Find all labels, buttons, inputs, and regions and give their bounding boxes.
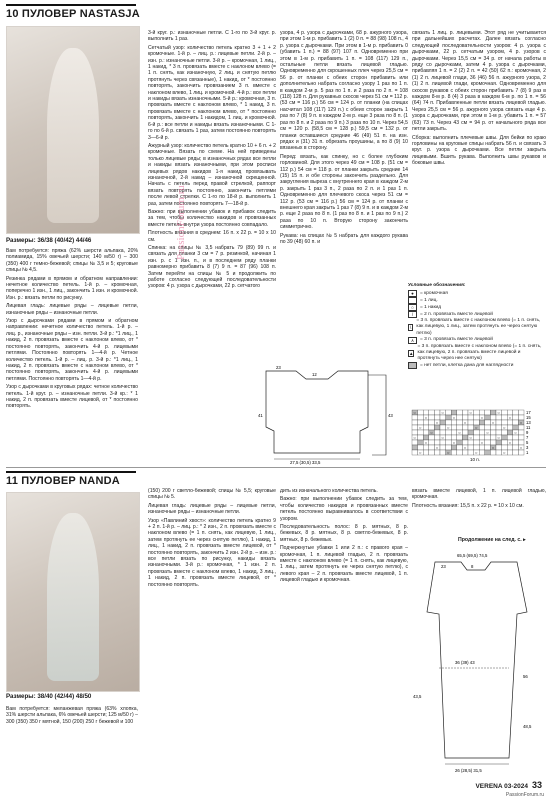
row-number-label: 5 [526,440,529,445]
chart-cell [474,410,480,415]
paragraph: Узор с дырочками рядами в прямом и обратном направлении: нечетное количество петель. 1-й р. – лиц. р., изнаночные ряды – изн. петли. 3-й р.: *1 лиц., 1 накид, 2 п. провязать вместе с наклоном влево, от * постоянно повторять, закончить 4-й р. лицевыми петлями. Постоянно повторять 1—4-й р. Четное количество петель. 1-й р. – лиц. р. 3-й р.: *1 лиц., 1 накид, 2 п. провязать вместе с наклоном влево, от * постоянно повторять, закончить 4-й р. лицевыми петлями. Постоянно повторять 1—4-й р. [6,318,138,382]
article-title: 10 ПУЛОВЕР NASTASJA [6,4,140,20]
chart-cell [485,415,491,420]
chart-cell [496,450,502,455]
yarn-over-icon: ○ [508,440,512,445]
sweater-pattern-diagram [405,548,545,778]
dimension-label: 23 [276,365,281,370]
paragraph: Важно: при выполнении убавок и прибавок следить за тем, чтобы количество накидов и провязанных вместе петель внутри узора постоянно совпадало. [148,208,276,228]
chart-cell [502,410,508,415]
yarn-over-icon: ○ [469,410,472,415]
chart-cell [468,415,474,420]
chart-cell [418,435,424,440]
watermark: PassionForum.ru [175,185,187,260]
yarn-over-icon: ○ [447,450,450,455]
paragraph: Вам потребуется: меланжевая пряжа (63% хлопка, 31% шерсти альпака, 6% овечьей шерсти; 125 м/50 г) – 300 (350) 350 г мятной, 150 (200) 250 г бежевой и 100 [6,706,138,725]
chart-cell [490,430,496,435]
chart-cell [412,415,418,420]
chart-cell [451,425,457,430]
yarn-over-icon: ○ [480,440,484,445]
sizes-label: Размеры: 38/40 (42/44) 48/50 [6,693,92,700]
chart-cell [490,435,496,440]
instructions-column-4 [412,488,546,533]
paragraph: вязать вместе лицевой, 1 п. лицевой гладью, кромочная. [412,488,546,501]
chart-cell [451,420,457,425]
legend-item: ∧ = 3 п. провязать вместе лицевой [408,337,543,344]
chart-cell [457,450,463,455]
chart-cell [440,420,446,425]
yarn-over-icon: ○ [424,415,428,420]
paragraph: Резинка рядами в прямом и обратном направлении: нечетное количество петель. 1-й р. – кромочная, поперечно 1 изн., 1 лиц., закончить 1 изн. и кромочной. Изн. р.: вязать петли по рисунку. [6,275,138,301]
chart-cell [468,425,474,430]
yarn-over-icon: ○ [508,415,512,420]
chart-cell [429,435,435,440]
legend-item: = нет петли, клетка дана для наглядности [408,362,543,369]
chart-cell [429,445,435,450]
chart-cell [429,450,435,455]
dimension-label: 43,5 [413,694,422,699]
row-number-label: 3 [526,445,529,450]
chart-cell [485,410,491,415]
dimension-label: 43 [388,413,393,418]
chart-cell [513,435,519,440]
yarn-over-icon: ○ [519,445,523,450]
paragraph: Подчеркнутые убавки 1 или 2 п.: с правого края – кромочная, 1 п. лицевой гладью, 2 п. провязать вместе с наклоном влево (= 1 п. снять, как лицевую, 1 лиц., затем протянуть ее через снятую петлю), с левого края – 2 п. провязать вместе лицевой, 1 п. лицевой гладью и кромочная. [280,545,408,584]
paragraph: Важно: при выполнении убавок следить за тем, чтобы количество накидов и провязанных вместе петель постоянно выравнивалось в соответствии с узором. [280,496,408,522]
dimension-label: 26 (28,5) 31,5 [455,768,482,773]
yarn-over-icon: ○ [503,425,506,430]
yarn-over-icon: ○ [491,445,495,450]
yarn-over-icon: ○ [419,450,422,455]
chart-cell [507,450,513,455]
chart-cell [474,430,480,435]
chart-cell [485,435,491,440]
paragraph: связать 1 лиц. р. лицевыми. Этот ряд не учитывается при дальнейших расчетах. Далее вязать согласно следующей последовательности узоров: 4 р. узора с дырочками, 22 р. сетчатым узором, 4 р. узоров с дырочками. Через 15,5 см = 34 р. от начала работы в ряду со дырочками, затем 4 р. узора с дырочками, прибавляя 1 п. = 2 (2) 2 п. = 42 (50) 62 п.: кромочная, 2 (1) 2 п. лицевой глади, 36 (46) 56 п. ажурного узора, 2 (1) 2 п. лицевой глади, кромочная. Одновременно для скосов рукавов с обеих сторон прибавить 7 (8) 9 раз в каждом 8-м р. 8 (4) 3 раза в каждом 6-м р. по 1 п. = 56 (64) 74 п. Прибавленные петли вязать лицевой гладью. Через 25,5 см = 56 р. ажурного узора связать еще 4 р. узора с дырочками, при этом в 1-м р. убавить 1 п. = 57 (63) 73 п. Через 43 см = 94 р. от начального ряда все петли закрыть. [412,30,546,133]
dimension-label: 41 [258,413,263,418]
chart-cell [446,410,452,415]
chart-cell [479,445,485,450]
yarn-over-icon: ○ [497,410,500,415]
paragraph: Узор «Павлиний хвост»: количество петель кратно 9 + 2 п. 1-й р. – лиц. р.: * 2 изн., 2 п. провязать вместе с наклоном влево (= 1 п. снять, как лицевую, 1 лиц., затем протянуть ее через снятую петлю), 1 накид, 1 лиц., 1 накид, 2 п. провязать вместе лицевой, от * постоянно повторять, закончить 2 изн. 2-й р. – изн. р.: все петли вязать по рисунку, накиды вязать изнаночными. 3-й р.: кромочная, * 1 изн. 2 п. провязать вместе с наклоном влево, 1 накид, 3 лиц., 1 накид, 2 п. провязать вместе лицевой, от * постоянно повторять. [148,517,276,588]
yarn-over-icon: ○ [435,420,439,425]
sweater-pattern-diagram [256,365,396,465]
chart-cell [485,445,491,450]
paragraph: Лицевая гладь: лицевые ряды – лицевые петли, изнаночные ряды – изнаночные петли. [6,303,138,316]
instructions-column-3 [280,30,408,355]
chart-cell [507,420,513,425]
paragraph: 3-й круг. р.: изнаночные петли. С 1-го по 3-й круг. р. выполнить 1 раз. [148,30,276,43]
yarn-over-icon: ○ [480,415,484,420]
yarn-over-icon: ○ [413,435,416,440]
chart-cell [502,435,508,440]
yarn-over-icon: ○ [514,430,517,435]
chart-cell [479,420,485,425]
chart-cell [518,425,524,430]
paragraph: Рукава: на спицах № 5 набрать для каждого рукава по 39 (48) 60 п. и [280,232,408,245]
chart-cell [507,445,513,450]
dimension-label: 23 [441,564,446,569]
instructions-column-2 [148,488,276,778]
chart-cell [513,420,519,425]
yarn-over-icon: ○ [413,410,416,415]
yarn-over-icon: ○ [475,425,478,430]
chart-cell [418,440,424,445]
chart-cell [412,445,418,450]
instructions-column-1 [6,248,138,466]
instructions-column-4 [412,30,546,280]
chart-cell [518,410,524,415]
page-footer [475,780,542,790]
yarn-over-icon: ○ [463,420,467,425]
yarn-over-icon: ○ [503,450,506,455]
chart-cell [513,445,519,450]
legend-item: = 1 лиц. [408,297,543,304]
yarn-over-icon: ○ [475,450,478,455]
yarn-over-icon: ○ [441,410,444,415]
yarn-over-icon: ○ [419,425,422,430]
paragraph: узора, 4 р. узора с дырочками, 68 р. ажурного узора, при этом 1-м р. прибавить 1 (2) 0 п. = 88 (98) 108 п., 4 р. узора с дырочками. При этом в 1-м р. прибавить 0 (убавить 1 п.) = 88 (97) 107 п. Одновременно при этом в 1-м р. прибавить 1 п. = 108 (117) 129 п., остальные петли вязать лицевой гладью. Одновременно для скрошенных плеч через 25,5 см = 56 р. от планки с обеих сторон прибавить или дополнительно набрать согласно узору 1 раз по 1 п. в каждом 2-м р. 5 раз по 1 п. и 2 раза по 2 п. = 108 (118) 128 п. Для рукавных скосов через 51 см = 112 р. (53 см = 116 р.) 56 см = 124 р. от планки (на спицах насчитал 108 (117) 129 п.) с обеих сторон закрыть 1 раз по 7 (8) 9 п. в каждом 2-м р. еще 3 раза по 8 п. (1 раз по 8 п. и 2 раза по 9 п.) 3 раза по 10 п. Через 54,5 см = 120 р. (58,5 см = 128 р.) 59,5 см = 132 р. от планки оставшиеся средние 46 (49) 51 п. на изн. рядах и (31) 31 п. обрезать проушины, а по 8 (9) 10 вязанных в сторону. [280,30,408,152]
chart-cell [474,435,480,440]
k2tog-icon: / [408,311,417,318]
paragraph: Лицевая гладь: лицевые ряды – лицевые петли, изнаночные ряды – изнаночные петли. [148,502,276,516]
yarn-over-icon: ○ [435,445,439,450]
symbol-legend [408,283,543,369]
paragraph: дить из изначального количества петель. [280,488,378,494]
chart-cell [496,440,502,445]
row-number-label: 9 [526,430,529,435]
article-title: 11 ПУЛОВЕР NANDA [6,471,136,487]
paragraph: Сетчатый узор: количество петель кратно 3 + 1 + 2 кромочные. 1-й р. – лиц. р.: лицевые петли. 2-й р. – изн. р.: изнаночные петли. 3-й р. – кромочная, 1 лиц., 1 накид, * 3 п. провязать вместе с наклоном влево (= 1 п. снять, как изнаночную, 2 лиц. и снятую петлю протянуть через связанные), 1 накид, от * постоянно повторять, закончить провязанием 3 п. вместе с наклоном влево, 1 лиц. и кромочной. 4-й р.: все петли и накиды вязать изнаночными. 5-й р.: кромочная, 3 п. провязать вместе с наклоном влево, * 1 накид, 3 п. провязать вместе с наклоном влево, от * постоянно повторять, закончить 1 накидом, 1 лиц. и кромочной. 6-й р.: все петли и накиды вязать изнаночными. С 1-го по 6-й р. связать 1 раз, затем постоянно повторять 3—6-й р. [148,44,276,141]
dimension-label: 56 [523,674,528,679]
chart-cell [440,445,446,450]
chart-cell [507,425,513,430]
chart-cell [446,440,452,445]
knit-stitch-icon [408,297,417,304]
chart-cell [451,430,457,435]
chart-cell [457,435,463,440]
paragraph: Спинка: на спицы № 3,5 набрать 79 (89) 99 п. и связать для планки 3 см = 7 р. резинкой, начиная 1 изн. р. с 1 изн. п., и в последнем ряду планки равномерно прибавить 8 (7) 9 п. = 87 (96) 108 п. Затем перейти на спицы № 5 и продолжить по работе согласно следующей последовательности узоров: 4 р. узора с дырочками, 22 р. сетчатого [148,245,276,290]
yarn-over-icon: ○ [441,435,444,440]
chart-cell [429,415,435,420]
paragraph: Узор с дырочками в круговых рядах: четное количество петель. 1-й круг. р. – изнаночные петли. 3-й кр.: * 1 накид, 2 п. провязать вместе лицевой, от * постоянно повторять. [6,384,138,410]
chart-cell [429,440,435,445]
dimension-label: 12 [312,372,317,377]
chart-cell [446,415,452,420]
chart-cell [457,440,463,445]
no-stitch-icon [408,362,417,369]
chart-cell [485,440,491,445]
chart-cell [462,430,468,435]
chart-cell [474,440,480,445]
chart-cell [518,435,524,440]
chart-cell [468,450,474,455]
chart-cell [457,420,463,425]
chart-cell [451,445,457,450]
model-photo [6,492,140,692]
row-number-label: 13 [526,420,531,425]
chart-cell [412,450,418,455]
dimension-label: 65,5 (69,5) 74,5 [457,553,488,558]
chart-cell [412,440,418,445]
edge-stitch-icon: ● [408,290,417,297]
chart-cell [518,430,524,435]
chart-cell [434,450,440,455]
site-watermark: PassionForum.ru [505,792,544,798]
chart-cell [446,430,452,435]
chart-cell [507,430,513,435]
yarn-over-icon: ○ [469,435,472,440]
chart-cell [423,450,429,455]
chart-cell [462,425,468,430]
chart-cell [485,450,491,455]
chart-cell [496,420,502,425]
chart-cell [451,450,457,455]
chart-cell [434,435,440,440]
chart-cell [490,450,496,455]
model-photo [6,26,140,234]
chart-cell [423,445,429,450]
yarn-over-icon: ○ [452,440,456,445]
paragraph: Плотность вязания в среднем: 16 п. x 22 р. = 10 x 10 см. [148,230,276,243]
row-number-label: 1 [526,450,529,455]
chart-cell [440,425,446,430]
chart-cell [502,415,508,420]
chart-cell [490,410,496,415]
chart-cell [440,450,446,455]
chart-cell [485,420,491,425]
chart-cell [434,425,440,430]
continued-label: Продолжение на след. с. ▸ [458,537,526,543]
legend-item: / = 2 п. провязать вместе лицевой [408,311,543,318]
legend-item: \ = 3 п. провязать вместе с наклоном влево (= 1 п. снять, как лицевую, 1 лиц., затем протянуть ее через снятую петлю) [408,318,543,337]
section-divider [6,467,546,468]
chart-cell [462,450,468,455]
row-number-label: 11 [526,425,531,430]
chart-cell [457,415,463,420]
chart-cell [462,435,468,440]
yarn-over-icon: ○ [463,445,467,450]
yarn-over-icon: ○ [452,415,456,420]
chart-cell [496,415,502,420]
chart-cell [440,415,446,420]
dimension-label: 8 [471,564,474,569]
chart-cell [513,410,519,415]
yarn-over-icon: ○ [458,430,461,435]
legend-item: ▲ = 3 п. провязать вместе с наклоном влево (= 1 п. снять, как лицевую, 2 п. провязать вместе лицевой и протянуть через нее снятую) [409,343,542,362]
chart-cell [518,450,524,455]
chart-cell [418,430,424,435]
chart-cell [496,445,502,450]
chart-cell [429,410,435,415]
chart-cell [479,430,485,435]
chart-cell [502,430,508,435]
chart-cell [479,425,485,430]
dimension-label: 36 (39) 43 [455,660,475,665]
yarn-over-icon: ○ [486,430,489,435]
yarn-over-icon: ○ [497,435,500,440]
dimension-label: 27,5 (30,5) 33,5 [290,460,321,465]
chart-cell [502,440,508,445]
yarn-over-icon: ○ [408,304,417,311]
legend-item: ○ = 1 накид [408,304,543,311]
rapport-label: 10 п. [470,457,480,462]
yarn-over-icon: ○ [447,425,450,430]
chart-cell [434,410,440,415]
legend-item: ● = кромочная [408,290,543,297]
legend-title: Условные обозначения: [408,283,466,288]
chart-cell [418,410,424,415]
paragraph: Перед: вязать, как спинку, но с более глубоким горловиной. Для этого через 49 см = 108 р. (51 см = 112 р.) 54 см = 118 р. от планки закрыть средние 14 (15) 15 п. и обе стороны закончить раздельно. Для закругления выреза с внутреннего края в каждом 2-м р. закрыть 1 раз 3 п., 2 раза по 2 п. и 1 раз 1 п. Одновременно для плечевого скоса через 51 см = 112 р. (53 см = 116 р.) 56 см = 124 р. от планки с внешнего края закрыть 1 раз 7 (8) 9 п. и в каждом 2-м р. еще 2 раза по 8 п. (1 раз по 8 п. и 1 раз по 9 п.) 2 раза по 10 п. Вторую сторону закончить симметрично. [280,153,408,231]
chart-cell [423,430,429,435]
chart-cell [423,420,429,425]
sizes-label: Размеры: 36/38 (40/42) 44/46 [6,237,92,244]
chart-cell [423,425,429,430]
chart-cell [496,425,502,430]
magazine-name: VERENA 03-2024 [475,783,528,790]
yarn-over-icon: ○ [519,420,523,425]
paragraph: Сборка: выполнить плечевые швы. Для бейки по краю горловины на круговые спицы набрать 56 п. и связать 3 круг. р. узора с дырочками. Все петли закрыть лицевыми. Вшить рукава. Выполнить швы рукавов и боковые швы. [412,134,546,167]
sk2p-icon: ▲ [409,350,414,356]
chart-cell [479,450,485,455]
yarn-over-icon: ○ [424,440,428,445]
paragraph: (150) 200 г светло-бежевой; спицы № 5,5; круговые спицы № 5. [148,488,276,501]
row-number-label: 15 [526,415,531,420]
paragraph: Ажурный узор: количество петель кратно 10 + 6 п. + 2 кромочные. Вязать по схеме. На ней приведены только лицевые ряды; в изнаночных рядах все петли и накиды вязать изнаночными, при этом росписи лицевых рядов накидов 1-я накид провязывать изнаночной, 2-й накид – изнаночной скрещенной. Начать с петель перед правой стрелкой, раппорт вязать повторять постоянно, закончить петлями после левой стрелки. С 1-го по 18-й р. выполнить 1 раз, затем постоянно повторять 7—18-й р. [148,142,276,207]
lace-stitch-chart [408,408,546,462]
instructions-column-2 [148,30,276,385]
row-number-label: 17 [526,410,531,415]
dimension-label: 48,5 [523,724,532,729]
row-number-label: 7 [526,435,529,440]
chart-cell [468,420,474,425]
yarn-over-icon: ○ [491,420,495,425]
yarn-over-icon: ○ [430,430,433,435]
chart-cell [457,445,463,450]
decrease-left-icon: \ [408,324,413,331]
chart-cell [468,440,474,445]
page-number: 33 [531,780,542,790]
chart-cell [457,410,463,415]
instructions-column-1 [6,706,138,776]
chart-cell [440,440,446,445]
paragraph: Последовательность полос: 8 р. мятных, 8 р. бежевых, 8 р. мятных, 8 р. светло-бежевых, 8 р. мятных, 8 р. бежевых. [280,524,408,543]
chart-cell [513,415,519,420]
chart-cell [446,435,452,440]
paragraph: Вам потребуется: пряжа (62% шерсти альпака, 20% полиамида, 15% овечьей шерсти; 140 м/50 г) – 300 (350) 400 г темно-бежевой; спицы № 3,5 и 5; круговые спицы № 4,5. [6,248,138,274]
chart-cell [513,440,519,445]
chart-cell [474,415,480,420]
chart-cell [412,420,418,425]
chart-cell [412,425,418,430]
paragraph: Плотность вязания: 15,5 п. x 22 р. = 10 x 10 см. [412,502,524,509]
instructions-column-3 [280,488,408,778]
chart-cell [462,410,468,415]
chart-cell [468,445,474,450]
chart-cell [429,420,435,425]
k3tog-icon: ∧ [408,337,417,344]
chart-cell [418,415,424,420]
chart-cell [490,425,496,430]
chart-cell [434,430,440,435]
chart-cell [513,450,519,455]
